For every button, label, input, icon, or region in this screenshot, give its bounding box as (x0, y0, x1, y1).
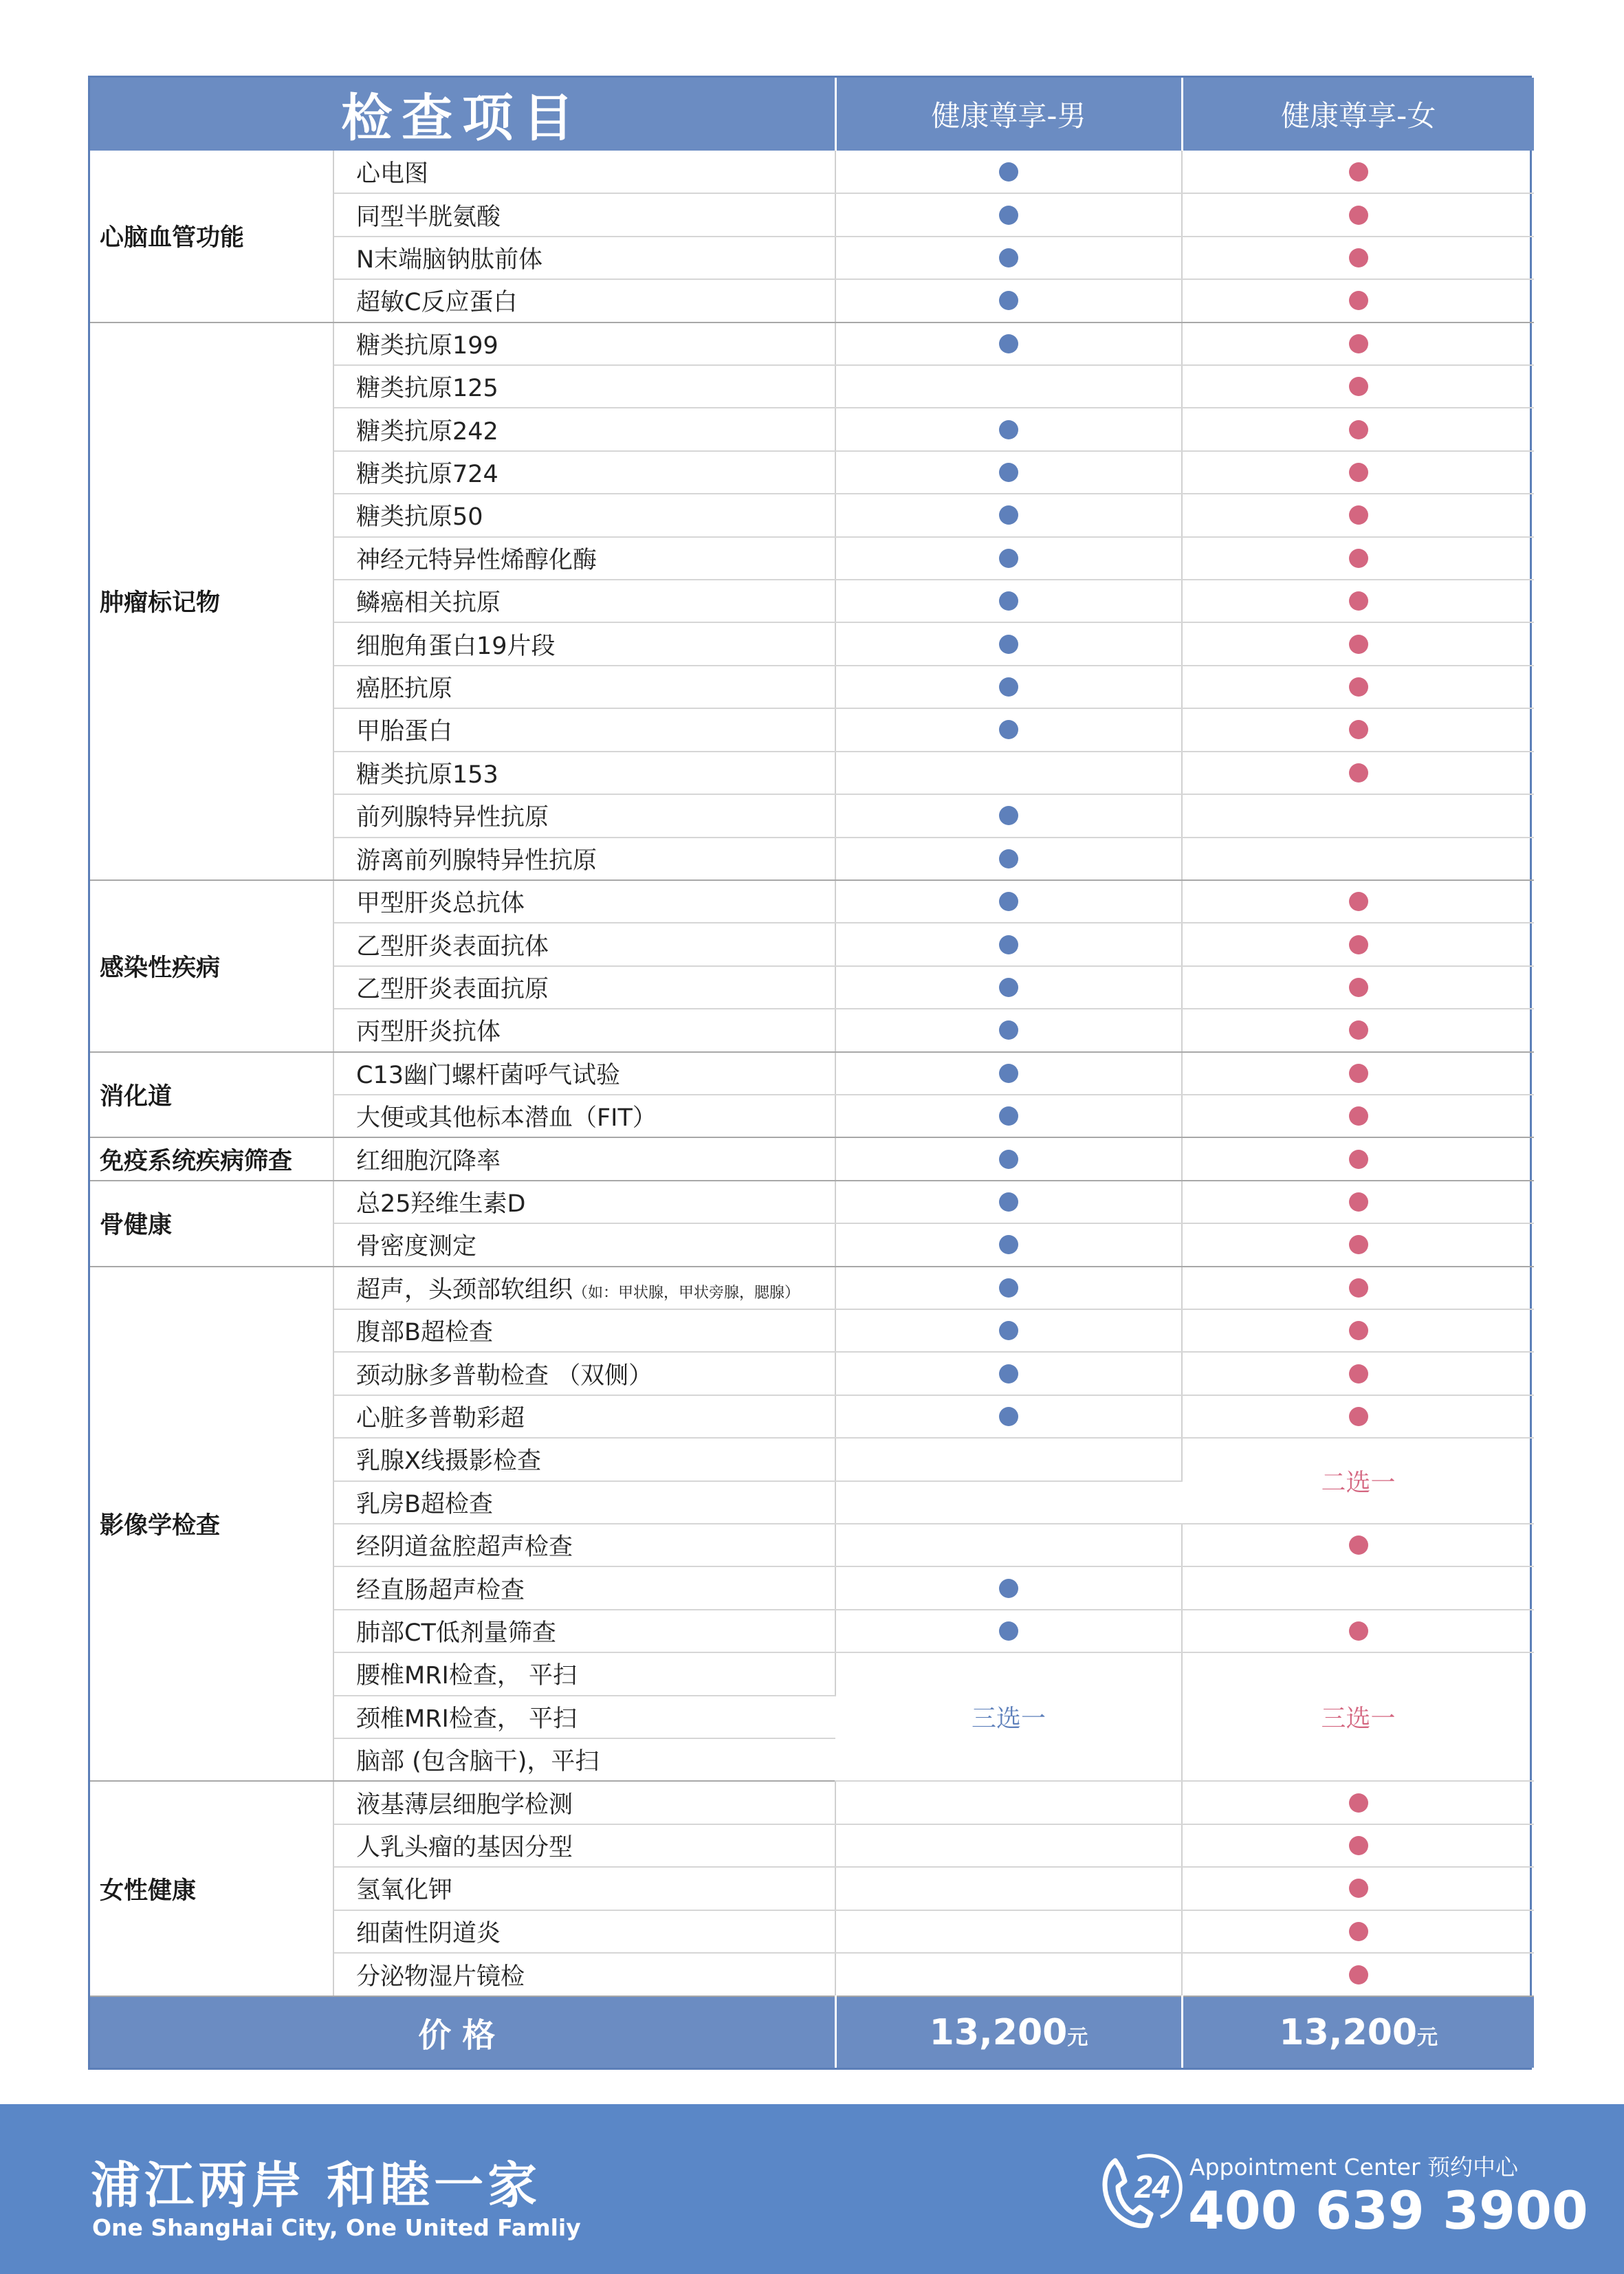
female-inclusion-cell (1182, 1524, 1534, 1566)
exam-item-name: 总25羟维生素D (356, 1190, 526, 1218)
exam-item (333, 666, 835, 708)
male-inclusion-cell (835, 1781, 1182, 1824)
male-included-dot-icon (999, 1106, 1018, 1126)
female-inclusion-cell (1182, 1095, 1534, 1137)
female-inclusion-cell (1182, 1781, 1534, 1824)
exam-item-name: 鳞癌相关抗原 (356, 589, 501, 617)
male-inclusion-cell (835, 1395, 1182, 1438)
male-inclusion-cell (835, 1352, 1182, 1395)
exam-item (333, 322, 835, 365)
phone-number: 400 639 3900 (1188, 2180, 1588, 2241)
female-inclusion-cell (1182, 365, 1534, 408)
male-inclusion-cell (835, 622, 1182, 665)
exam-item (333, 1610, 835, 1652)
slogan-english: One ShangHai City, One United Famliy (92, 2214, 581, 2241)
male-inclusion-cell (835, 1824, 1182, 1867)
exam-item-name: 游离前列腺特异性抗原 (356, 846, 597, 875)
female-included-dot-icon (1349, 1922, 1368, 1941)
exam-item (333, 1781, 835, 1824)
male-included-dot-icon (999, 463, 1018, 482)
exam-item-name: 乳腺X线摄影检查 (356, 1447, 541, 1476)
female-inclusion-cell (1182, 1352, 1534, 1395)
female-included-dot-icon (1349, 1235, 1368, 1254)
table-row (90, 1052, 1534, 1095)
table-header-row (90, 78, 1534, 151)
exam-item-name: 腰椎MRI检查， 平扫 (356, 1662, 577, 1690)
exam-item-name: 液基薄层细胞学检测 (356, 1791, 573, 1819)
male-inclusion-cell (835, 1181, 1182, 1223)
male-inclusion-cell (835, 451, 1182, 494)
exam-item-name: 乙型肝炎表面抗体 (356, 932, 549, 961)
exam-item-name: 分泌物湿片镜检 (356, 1963, 525, 1991)
female-inclusion-cell (1182, 1438, 1534, 1524)
female-included-dot-icon (1349, 377, 1368, 396)
exam-item (333, 1309, 835, 1352)
exam-item (333, 365, 835, 408)
female-included-dot-icon (1349, 1064, 1368, 1083)
exam-item-name: 脑部 (包含脑干)，平扫 (356, 1748, 600, 1776)
male-choice-label: 三选一 (971, 1705, 1046, 1734)
female-included-dot-icon (1349, 549, 1368, 568)
female-inclusion-cell (1182, 1867, 1534, 1910)
exam-item (333, 1181, 835, 1223)
male-inclusion-cell (835, 1566, 1182, 1609)
male-inclusion-cell (835, 838, 1182, 880)
male-included-dot-icon (999, 206, 1018, 225)
male-inclusion-cell (835, 193, 1182, 236)
male-inclusion-cell (835, 580, 1182, 622)
exam-item (333, 537, 835, 580)
table-row (90, 322, 1534, 365)
female-included-dot-icon (1349, 1407, 1368, 1426)
female-included-dot-icon (1349, 1621, 1368, 1641)
male-included-dot-icon (999, 420, 1018, 439)
table-row (90, 1181, 1534, 1223)
female-included-dot-icon (1349, 763, 1368, 783)
slogan-chinese: 浦江两岸 和睦一家 (91, 2156, 542, 2214)
exam-item (333, 1267, 835, 1309)
male-inclusion-cell (835, 880, 1182, 923)
exam-item-name: 超敏C反应蛋白 (356, 289, 518, 317)
price-male (835, 1996, 1182, 2068)
exam-item (333, 1052, 835, 1095)
table-row (90, 1781, 1534, 1824)
exam-item (333, 1738, 835, 1781)
male-inclusion-cell (835, 1652, 1182, 1781)
exam-item (333, 838, 835, 880)
male-inclusion-cell (835, 1524, 1182, 1566)
phone-24h-icon (1095, 2148, 1184, 2231)
table-row (90, 1267, 1534, 1309)
exam-item-name: 心电图 (356, 160, 429, 188)
female-choice-label: 二选一 (1321, 1469, 1396, 1498)
female-inclusion-cell (1182, 279, 1534, 322)
exam-item-name: 糖类抗原50 (356, 503, 483, 532)
exam-item-name: 颈椎MRI检查， 平扫 (356, 1705, 577, 1733)
exam-package-table (88, 76, 1532, 2070)
female-inclusion-cell (1182, 923, 1534, 965)
female-inclusion-cell (1182, 966, 1534, 1009)
male-included-dot-icon (999, 505, 1018, 525)
female-included-dot-icon (1349, 1535, 1368, 1555)
male-included-dot-icon (999, 720, 1018, 739)
male-included-dot-icon (999, 1407, 1018, 1426)
exam-item (333, 1566, 835, 1609)
appointment-label: Appointment Center 预约中心 (1189, 2154, 1519, 2180)
female-included-dot-icon (1349, 1364, 1368, 1384)
exam-item (333, 1867, 835, 1910)
female-inclusion-cell (1182, 708, 1534, 751)
exam-item-name: 经直肠超声检查 (356, 1576, 525, 1604)
male-inclusion-cell (835, 752, 1182, 794)
table-body (90, 151, 1534, 1996)
male-inclusion-cell (835, 1309, 1182, 1352)
female-included-dot-icon (1349, 892, 1368, 911)
exam-item (333, 1481, 835, 1524)
female-inclusion-cell (1182, 1953, 1534, 1996)
female-included-dot-icon (1349, 635, 1368, 654)
category-label: 女性健康 (90, 1781, 333, 1996)
male-included-dot-icon (999, 1321, 1018, 1340)
exam-item-name: 超声，头颈部软组织 (356, 1276, 573, 1304)
male-inclusion-cell (835, 708, 1182, 751)
exam-item-name: 糖类抗原724 (356, 461, 498, 489)
header-female-package: 健康尊享-女 (1182, 78, 1534, 151)
male-inclusion-cell (835, 1610, 1182, 1652)
male-inclusion-cell (835, 1953, 1182, 1996)
male-included-dot-icon (999, 1020, 1018, 1040)
table-row (90, 880, 1534, 923)
exam-item-name: 神经元特异性烯醇化酶 (356, 546, 597, 574)
female-inclusion-cell (1182, 494, 1534, 536)
female-inclusion-cell (1182, 1137, 1534, 1180)
exam-item (333, 237, 835, 279)
female-included-dot-icon (1349, 1192, 1368, 1212)
female-included-dot-icon (1349, 1879, 1368, 1898)
female-included-dot-icon (1349, 505, 1368, 525)
male-inclusion-cell (835, 408, 1182, 450)
exam-item (333, 880, 835, 923)
female-inclusion-cell (1182, 1824, 1534, 1867)
price-female (1182, 1996, 1534, 2068)
category-label: 肿瘤标记物 (90, 322, 333, 880)
exam-item (333, 1696, 835, 1738)
female-included-dot-icon (1349, 591, 1368, 611)
female-included-dot-icon (1349, 720, 1368, 739)
phone-icon-text: 24 (1134, 2169, 1170, 2205)
male-included-dot-icon (999, 334, 1018, 353)
exam-item (333, 1137, 835, 1180)
exam-item-name: 经阴道盆腔超声检查 (356, 1533, 573, 1562)
exam-item-name: 糖类抗原242 (356, 417, 498, 446)
exam-item-name: 糖类抗原153 (356, 761, 498, 789)
category-label: 感染性疾病 (90, 880, 333, 1052)
female-inclusion-cell (1182, 1009, 1534, 1051)
exam-item (333, 1910, 835, 1953)
exam-item-name: 人乳头瘤的基因分型 (356, 1834, 573, 1862)
male-inclusion-cell (835, 1052, 1182, 1095)
price-male-unit: 元 (1067, 2025, 1088, 2050)
exam-item-name: 腹部B超检查 (356, 1319, 494, 1347)
male-inclusion-cell (835, 322, 1182, 365)
female-inclusion-cell (1182, 1181, 1534, 1223)
female-inclusion-cell (1182, 1910, 1534, 1953)
male-included-dot-icon (999, 1150, 1018, 1169)
header-male-package: 健康尊享-男 (835, 78, 1182, 151)
exam-item-name: 红细胞沉降率 (356, 1147, 501, 1175)
female-included-dot-icon (1349, 677, 1368, 697)
male-inclusion-cell (835, 279, 1182, 322)
female-inclusion-cell (1182, 794, 1534, 837)
exam-item-name: 前列腺特异性抗原 (356, 804, 549, 832)
footer-banner (0, 2104, 1624, 2274)
exam-item (333, 193, 835, 236)
female-included-dot-icon (1349, 162, 1368, 182)
female-inclusion-cell (1182, 1267, 1534, 1309)
female-included-dot-icon (1349, 1965, 1368, 1985)
female-included-dot-icon (1349, 1793, 1368, 1813)
exam-item-name: 甲型肝炎总抗体 (356, 890, 525, 918)
male-included-dot-icon (999, 1364, 1018, 1384)
male-included-dot-icon (999, 162, 1018, 182)
female-inclusion-cell (1182, 237, 1534, 279)
price-female-amount: 13,200 (1279, 2011, 1418, 2053)
female-inclusion-cell (1182, 322, 1534, 365)
exam-item-name: 癌胚抗原 (356, 675, 453, 703)
female-included-dot-icon (1349, 206, 1368, 225)
male-inclusion-cell (835, 923, 1182, 965)
male-inclusion-cell (835, 1009, 1182, 1051)
exam-item (333, 1223, 835, 1266)
male-included-dot-icon (999, 591, 1018, 611)
exam-item-note: （如：甲状腺，甲状旁腺，腮腺） (573, 1284, 800, 1302)
female-included-dot-icon (1349, 248, 1368, 267)
male-inclusion-cell (835, 494, 1182, 536)
male-included-dot-icon (999, 1278, 1018, 1298)
female-inclusion-cell (1182, 1395, 1534, 1438)
female-inclusion-cell (1182, 193, 1534, 236)
male-inclusion-cell (835, 365, 1182, 408)
exam-item-name: 颈动脉多普勒检查 （双侧） (356, 1362, 653, 1390)
male-included-dot-icon (999, 1621, 1018, 1641)
category-label: 影像学检查 (90, 1267, 333, 1782)
male-inclusion-cell (835, 1223, 1182, 1266)
exam-item-name: 丙型肝炎抗体 (356, 1018, 501, 1047)
exam-item (333, 1438, 835, 1480)
category-label: 骨健康 (90, 1181, 333, 1267)
exam-item-name: 甲胎蛋白 (356, 718, 453, 746)
male-inclusion-cell (835, 237, 1182, 279)
exam-item (333, 966, 835, 1009)
female-inclusion-cell (1182, 880, 1534, 923)
price-label: 价格 (90, 1996, 835, 2068)
exam-item (333, 494, 835, 536)
male-inclusion-cell (835, 1267, 1182, 1309)
exam-item (333, 1352, 835, 1395)
male-included-dot-icon (999, 291, 1018, 310)
exam-grid (90, 78, 1534, 2068)
exam-item-name: 乙型肝炎表面抗原 (356, 975, 549, 1003)
exam-item (333, 151, 835, 193)
male-inclusion-cell (835, 1910, 1182, 1953)
female-inclusion-cell (1182, 1566, 1534, 1609)
female-inclusion-cell (1182, 151, 1534, 193)
female-inclusion-cell (1182, 1052, 1534, 1095)
exam-item-name: 骨密度测定 (356, 1233, 477, 1261)
exam-item (333, 1524, 835, 1566)
female-included-dot-icon (1349, 1150, 1368, 1169)
female-inclusion-cell (1182, 451, 1534, 494)
male-included-dot-icon (999, 677, 1018, 697)
table-row (90, 151, 1534, 193)
category-label: 免疫系统疾病筛查 (90, 1137, 333, 1180)
male-inclusion-cell (835, 794, 1182, 837)
exam-item (333, 1395, 835, 1438)
male-inclusion-cell (835, 151, 1182, 193)
price-male-amount: 13,200 (929, 2011, 1068, 2053)
male-included-dot-icon (999, 635, 1018, 654)
female-included-dot-icon (1349, 291, 1368, 310)
female-inclusion-cell (1182, 408, 1534, 450)
exam-item (333, 622, 835, 665)
exam-item-name: 同型半胱氨酸 (356, 203, 501, 231)
female-inclusion-cell (1182, 622, 1534, 665)
male-inclusion-cell (835, 1137, 1182, 1180)
male-inclusion-cell (835, 1867, 1182, 1910)
exam-item-name: 心脏多普勒彩超 (356, 1404, 525, 1432)
exam-item-name: 肺部CT低剂量筛查 (356, 1619, 556, 1648)
exam-item-name: C13幽门螺杆菌呼气试验 (356, 1061, 620, 1089)
female-included-dot-icon (1349, 1321, 1368, 1340)
male-inclusion-cell (835, 1481, 1182, 1524)
female-included-dot-icon (1349, 935, 1368, 954)
female-inclusion-cell (1182, 1652, 1534, 1781)
female-choice-label: 三选一 (1321, 1705, 1396, 1734)
male-included-dot-icon (999, 806, 1018, 825)
male-inclusion-cell (835, 666, 1182, 708)
exam-item (333, 923, 835, 965)
exam-item (333, 752, 835, 794)
exam-item (333, 279, 835, 322)
exam-item-name: 细菌性阴道炎 (356, 1919, 501, 1947)
female-inclusion-cell (1182, 537, 1534, 580)
female-inclusion-cell (1182, 666, 1534, 708)
male-included-dot-icon (999, 248, 1018, 267)
exam-item-name: 大便或其他标本潜血（FIT） (356, 1104, 657, 1133)
female-included-dot-icon (1349, 463, 1368, 482)
male-included-dot-icon (999, 978, 1018, 997)
female-inclusion-cell (1182, 1223, 1534, 1266)
male-included-dot-icon (999, 1192, 1018, 1212)
male-included-dot-icon (999, 1064, 1018, 1083)
male-included-dot-icon (999, 1579, 1018, 1598)
exam-item-name: 细胞角蛋白19片段 (356, 632, 556, 660)
male-inclusion-cell (835, 1438, 1182, 1480)
male-included-dot-icon (999, 892, 1018, 911)
category-label: 消化道 (90, 1052, 333, 1138)
exam-item (333, 1652, 835, 1695)
female-included-dot-icon (1349, 1020, 1368, 1040)
price-female-unit: 元 (1417, 2025, 1438, 2050)
female-included-dot-icon (1349, 1278, 1368, 1298)
male-included-dot-icon (999, 549, 1018, 568)
female-included-dot-icon (1349, 420, 1368, 439)
exam-item (333, 580, 835, 622)
male-included-dot-icon (999, 1235, 1018, 1254)
male-included-dot-icon (999, 849, 1018, 868)
exam-item (333, 1095, 835, 1137)
exam-item (333, 451, 835, 494)
female-inclusion-cell (1182, 1309, 1534, 1352)
male-inclusion-cell (835, 1095, 1182, 1137)
price-row (90, 1996, 1534, 2068)
female-included-dot-icon (1349, 334, 1368, 353)
exam-item (333, 1824, 835, 1867)
male-inclusion-cell (835, 537, 1182, 580)
exam-item (333, 1953, 835, 1996)
exam-item (333, 1009, 835, 1051)
male-included-dot-icon (999, 935, 1018, 954)
exam-item-name: 氢氧化钾 (356, 1877, 453, 1905)
female-included-dot-icon (1349, 1836, 1368, 1855)
table-row (90, 1137, 1534, 1180)
category-label: 心脑血管功能 (90, 151, 333, 322)
exam-item (333, 408, 835, 450)
exam-item (333, 708, 835, 751)
exam-item-name: N末端脑钠肽前体 (356, 246, 543, 274)
header-exam-items: 检查项目 (90, 78, 835, 151)
female-inclusion-cell (1182, 838, 1534, 880)
male-inclusion-cell (835, 966, 1182, 1009)
exam-item-name: 糖类抗原125 (356, 375, 498, 403)
exam-item-name: 乳房B超检查 (356, 1490, 494, 1518)
female-included-dot-icon (1349, 1106, 1368, 1126)
female-included-dot-icon (1349, 978, 1368, 997)
female-inclusion-cell (1182, 1610, 1534, 1652)
female-inclusion-cell (1182, 752, 1534, 794)
female-inclusion-cell (1182, 580, 1534, 622)
exam-item-name: 糖类抗原199 (356, 331, 498, 360)
exam-item (333, 794, 835, 837)
